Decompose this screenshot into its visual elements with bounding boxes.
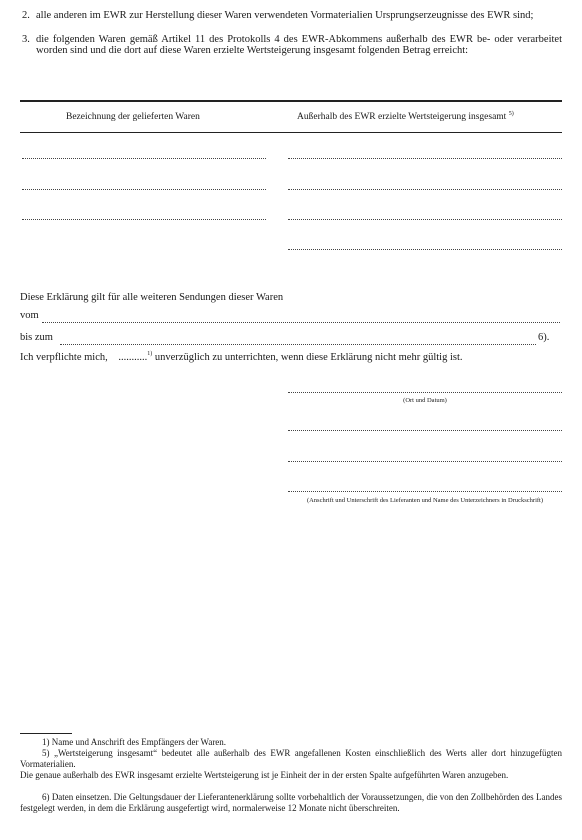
to-label: bis zum: [20, 332, 53, 343]
footnote-ref: 5): [508, 111, 514, 117]
from-label: vom: [20, 310, 39, 321]
address-line[interactable]: [288, 430, 562, 431]
address-line[interactable]: [288, 461, 562, 462]
to-date-field[interactable]: [60, 344, 536, 345]
column-header-goods-label: Bezeichnung der gelieferten Waren: [66, 112, 200, 122]
item-number: 2.: [22, 10, 30, 21]
goods-line[interactable]: [22, 219, 266, 220]
goods-line[interactable]: [22, 158, 266, 159]
footnote-5-continued: [20, 770, 562, 781]
place-date-label: (Ort und Datum): [403, 397, 447, 404]
footnote-mark: 1): [42, 737, 50, 747]
value-line[interactable]: [288, 189, 562, 190]
commitment-before: Ich verpflichte mich,: [20, 352, 108, 363]
item-2: [22, 10, 562, 34]
footnote-1: [20, 737, 562, 748]
from-date-field[interactable]: [42, 322, 560, 323]
value-line[interactable]: [288, 219, 562, 220]
item-number: 3.: [22, 34, 30, 45]
table-header-rule: [20, 132, 562, 133]
footnote-5: [20, 748, 562, 769]
item-3: [22, 34, 562, 70]
column-header-goods: [66, 112, 200, 122]
commitment-after: unverzüglich zu unterrichten, wenn diese Erklärung nicht mehr gültig ist.: [154, 352, 463, 363]
footnote-text: Die genaue außerhalb des EWR insgesamt erzielte Wertsteigerung ist je Einheit der in der ersten Spalte aufgeführten Waren anzugeben.: [20, 770, 509, 780]
place-date-field[interactable]: [288, 392, 562, 393]
footnote-text: Name und Anschrift des Empfängers der Waren.: [51, 737, 227, 747]
signature-line[interactable]: [288, 491, 562, 492]
table-top-rule: [20, 100, 562, 102]
footnote-text: „Wertsteigerung insgesamt“ bedeutet alle außerhalb des EWR angefallenen Kosten einschließlich des Werts aller dort hinzugefügten Vormaterialien.: [20, 748, 562, 769]
value-line[interactable]: [288, 158, 562, 159]
goods-line[interactable]: [22, 189, 266, 190]
footnote-mark: 5): [42, 748, 50, 758]
footnote-rule: [20, 733, 72, 734]
footnote-text: Daten einsetzen. Die Geltungsdauer der Lieferantenerklärung sollte vorbehaltlich der Voraussetzungen, die von den Zollbehörden des Landes festgelegt werden, in dem die Erklärung ausgefertigt wird, normalerweise 12 Monate nicht überschreiten.: [20, 792, 562, 813]
commitment-recipient-field[interactable]: ...........: [118, 352, 148, 363]
commitment-line: [20, 352, 566, 363]
value-line[interactable]: [288, 249, 562, 250]
footnote-6: [20, 792, 562, 813]
validity-statement: Diese Erklärung gilt für alle weiteren Sendungen dieser Waren: [20, 292, 284, 303]
item-text: alle anderen im EWR zur Herstellung dieser Waren verwendeten Vormaterialien Ursprungserzeugnisse des EWR sind;: [36, 10, 534, 21]
item-text: die folgenden Waren gemäß Artikel 11 des Protokolls 4 des EWR-Abkommens außerhalb des EWR be- oder verarbeitet worden sind und die dort auf diese Waren erzielte Wertsteigerung insgesamt folgenden Betrag erreicht:: [36, 34, 562, 56]
column-header-value: [297, 112, 514, 122]
column-header-value-label: Außerhalb des EWR erzielte Wertsteigerung insgesamt: [297, 112, 507, 122]
to-footnote-ref: 6).: [538, 332, 550, 343]
footnote-mark: 6): [42, 792, 50, 802]
footnote-ref: 1): [147, 351, 153, 357]
address-signature-label: (Anschrift und Unterschrift des Lieferanten und Name des Unterzeichners in Druckschrift): [306, 497, 544, 504]
